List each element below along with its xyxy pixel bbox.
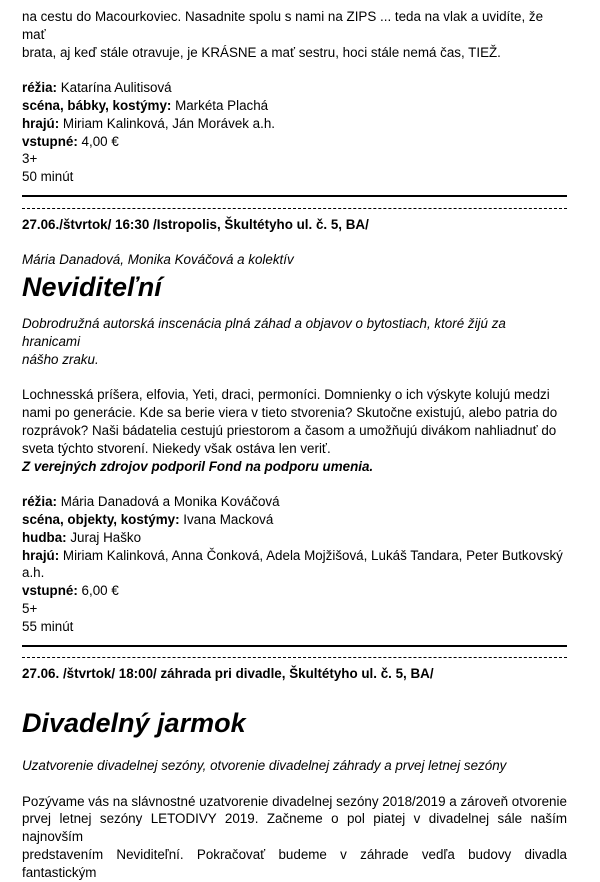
credit-line: [22, 115, 567, 133]
intro-line: na cestu do Macourkoviec. Nasadnite spolu s nami na ZIPS ... teda na vlak a uvidíte, že mať: [22, 9, 544, 42]
show-subtitle: Uzatvorenie divadelnej sezóny, otvorenie divadelnej záhrady a prvej letnej sezóny: [22, 758, 507, 774]
credits-show1: [22, 79, 567, 186]
credit-line: [22, 79, 567, 97]
credit-value: Ivana Macková: [179, 511, 274, 527]
description-line: Lochnesská príšera, elfovia, Yeti, draci, permoníci. Domnienky o ich výskyte kolujú medzi: [22, 387, 550, 403]
description-line: prvej letnej sezóny LETODIVY 2019. Začneme o pol piatej v divadelnej sále naším najnovším: [22, 811, 567, 845]
credit-line-cont: a.h.: [22, 565, 45, 581]
duration: 50 minút: [22, 169, 74, 185]
credit-value: Katarína Aulitisová: [56, 80, 172, 96]
intro-line: brata, aj keď stále otravuje, je KRÁSNE a mať sestru, hoci stále nemá čas, TIEŽ.: [22, 44, 501, 60]
separator-solid: [22, 636, 567, 654]
credit-label: vstupné:: [22, 133, 78, 149]
credit-label: hrajú:: [22, 547, 60, 563]
credit-line: [22, 511, 567, 529]
description-line: rozprávok? Naši bádatelia cestujú priestorom a časom a umožňujú divákom nahliadnuť do: [22, 422, 557, 438]
credit-line: [22, 133, 567, 151]
description-line: Pozývame vás na slávnostné uzatvorenie divadelnej sezóny 2018/2019 a zároveň otvorenie: [22, 793, 567, 809]
credit-label: scéna, bábky, kostýmy:: [22, 97, 172, 113]
show-title: Neviditeľní: [22, 272, 162, 303]
description-line: nami po generácie. Kde sa berie viera v tieto stvorenia? Skutočne existujú, alebo patria do: [22, 405, 558, 421]
age-rating: 3+: [22, 151, 38, 167]
credit-label: scéna, objekty, kostýmy:: [22, 511, 180, 527]
show-subtitle: nášho zraku.: [22, 351, 99, 367]
credit-value: Markéta Plachá: [171, 97, 269, 113]
credit-line: [22, 582, 567, 600]
credit-value: Miriam Kalinková, Anna Čonková, Adela Mojžišová, Lukáš Tandara, Peter Butkovský: [59, 547, 563, 563]
credit-value: 4,00 €: [77, 133, 119, 149]
duration: 55 minút: [22, 618, 74, 634]
credit-label: vstupné:: [22, 583, 78, 599]
credit-value: Juraj Haško: [66, 529, 142, 545]
show-subtitle: Dobrodružná autorská inscenácia plná záhad a objavov o bytostiach, ktoré žijú za hranicami: [22, 316, 506, 349]
credit-line: [22, 493, 567, 511]
separator-dashed: [22, 653, 567, 665]
funding-note: Z verejných zdrojov podporil Fond na podporu umenia.: [22, 458, 374, 474]
authors-line: Mária Danadová, Monika Kováčová a kolektív: [22, 252, 294, 268]
description-line: predstavením Neviditeľní. Pokračovať budeme v záhrade vedľa budovy divadla fantastickým: [22, 847, 567, 880]
credit-line: [22, 529, 567, 547]
credit-label: réžia:: [22, 80, 57, 96]
credit-label: hrajú:: [22, 115, 60, 131]
credit-line: [22, 547, 567, 565]
show-title: Divadelný jarmok: [22, 708, 246, 739]
credit-value: 6,00 €: [77, 583, 119, 599]
credit-value: Mária Danadová a Monika Kováčová: [56, 494, 280, 510]
separator-dashed: [22, 204, 567, 216]
description-block: [22, 793, 567, 882]
event-date-venue: 27.06. /štvrtok/ 18:00/ záhrada pri divadle, Škultétyho ul. č. 5, BA/: [22, 666, 434, 682]
description-line: sveta týchto stvorení. Niekedy však ostáva len veriť.: [22, 440, 331, 456]
credit-value: Miriam Kalinková, Ján Morávek a.h.: [59, 115, 276, 131]
event-date-venue: 27.06./štvrtok/ 16:30 /Istropolis, Škultétyho ul. č. 5, BA/: [22, 216, 369, 232]
separator-solid: [22, 186, 567, 204]
credits-show2: [22, 493, 567, 635]
age-rating: 5+: [22, 600, 38, 616]
credit-label: réžia:: [22, 494, 57, 510]
credit-label: hudba:: [22, 529, 67, 545]
credit-line: [22, 97, 567, 115]
document-page: [22, 0, 567, 882]
